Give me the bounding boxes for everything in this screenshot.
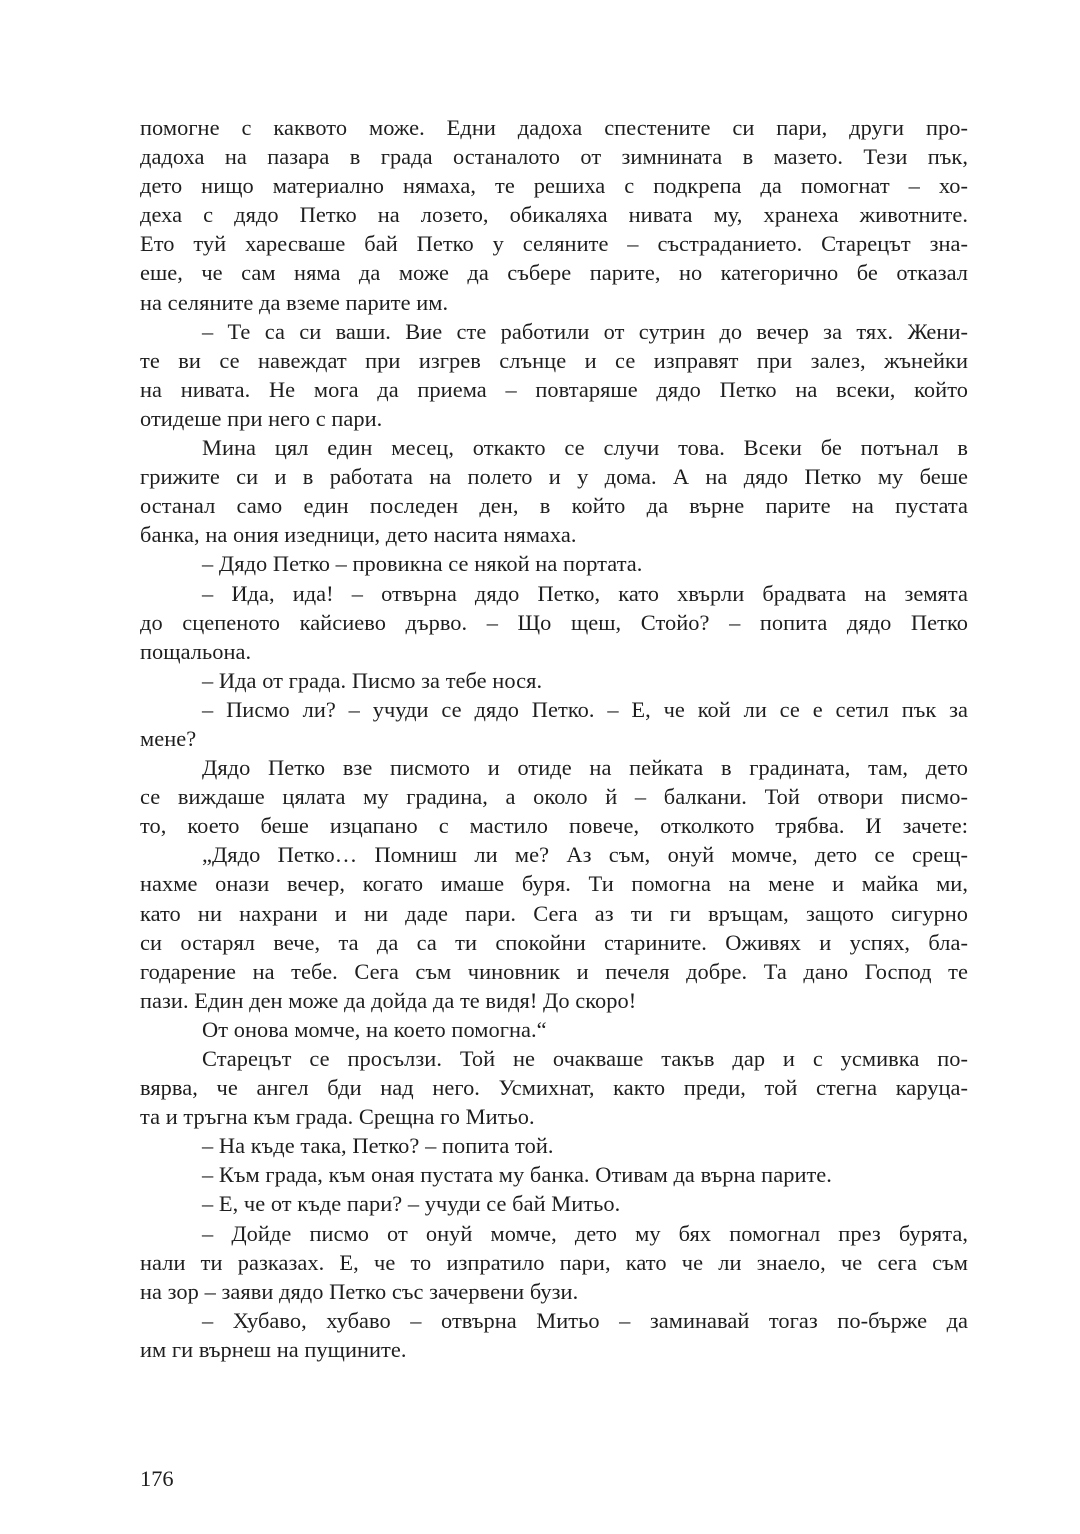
text-line: – Писмо ли? – учуди се дядо Петко. – Е, че кой ли се е сетил пък за (202, 696, 968, 722)
text-line: отидеше при него с пари. (140, 405, 383, 431)
text-line: нахме онази вечер, когато имаше буря. Ти помогна на мене и майка ми, (140, 871, 968, 897)
text-line: – Дядо Петко – провикна се някой на портата. (202, 551, 643, 577)
text-line: им ги върнеш на пущините. (140, 1336, 407, 1362)
text-line: вярва, че ангел бди над него. Усмихнат, както преди, той стегна каруца- (140, 1075, 968, 1101)
text-line: на зор – заяви дядо Петко със зачервени бузи. (140, 1278, 579, 1304)
text-line: те ви се навеждат при изгрев слънце и се изправят при залез, жънейки (140, 347, 968, 373)
text-line: Ето туй харесваше бай Петко у селяните – състраданието. Старецът зна- (140, 231, 968, 257)
text-line: – Е, че от къде пари? – учуди се бай Митьо. (202, 1191, 621, 1217)
text-line: деха с дядо Петко на лозето, обикаляха нивата му, хранеха животните. (140, 202, 968, 228)
text-line: – На къде така, Петко? – попита той. (202, 1133, 554, 1159)
text-line: Мина цял един месец, откакто се случи това. Всеки бе потънал в (202, 435, 968, 461)
text-line: нали ти разказах. Е, че то изпратило пари, като че ли знаело, че сега съм (140, 1249, 968, 1275)
text-line: пази. Един ден може да дойда да те видя! До скоро! (140, 987, 637, 1013)
text-line: – Ида, ида! – отвърна дядо Петко, като хвърли брадвата на земята (202, 580, 968, 606)
text-line: „Дядо Петко… Помниш ли ме? Аз съм, онуй момче, дето се срещ- (202, 842, 968, 868)
text-line: та и тръгна към града. Срещна го Митьо. (140, 1104, 535, 1130)
text-line: – Дойде писмо от онуй момче, дето му бях помогнал през бурята, (202, 1220, 968, 1246)
text-line: дадоха на пазара в града останалото от зимнината в мазето. Тези пък, (140, 144, 968, 170)
text-line: Дядо Петко взе писмото и отиде на пейката в градината, там, дето (202, 755, 968, 781)
text-line: – Хубаво, хубаво – отвърна Митьо – заминавай тогаз по-бърже да (202, 1307, 968, 1333)
text-line: помогне с каквото може. Едни дадоха спестените си пари, други про- (140, 115, 968, 140)
text-line: до сцепеното кайсиево дърво. – Що щеш, Стойо? – попита дядо Петко (140, 609, 968, 635)
page-number: 176 (140, 1466, 174, 1491)
text-line: на нивата. Не мога да приема – повтаряше дядо Петко на всеки, който (140, 376, 968, 402)
text-line: си остарял вече, та да са ти спокойни старините. Оживях и успях, бла- (140, 929, 968, 955)
text-line: еше, че сам няма да може да събере парите, но категорично бе отказал (140, 260, 968, 286)
text-line: годарение на тебе. Сега съм чиновник и печеля добре. Та дано Господ те (140, 958, 968, 984)
body-text (140, 113, 968, 1364)
text-line: грижите си и в работата на полето и у дома. А на дядо Петко му беше (140, 464, 968, 490)
text-line: дето нищо материално нямаха, те решиха с подкрепа да помогнат – хо- (140, 173, 968, 199)
text-line: – Към града, към оная пустата му банка. Отивам да върна парите. (202, 1162, 832, 1188)
text-line: пощальона. (140, 638, 252, 664)
text-line: на селяните да вземе парите им. (140, 289, 449, 315)
text-line: като ни нахрани и ни даде пари. Сега аз ти ги връщам, защото сигурно (140, 900, 968, 926)
text-line: останал само един последен ден, в който да върне парите на пустата (140, 493, 968, 519)
text-line: мене? (140, 725, 197, 751)
text-line: то, което беше изцапано с мастило повече, отколкото трябва. И зачете: (140, 813, 968, 839)
text-line: банка, на ония изедници, дето насита нямаха. (140, 522, 577, 548)
text-line: – Ида от града. Писмо за тебе нося. (202, 667, 543, 693)
text-line: От онова момче, на което помогна.“ (202, 1016, 547, 1042)
text-line: – Те са си ваши. Вие сте работили от сутрин до вечер за тях. Жени- (202, 318, 968, 344)
text-line: Старецът се просълзи. Той не очакваше такъв дар и с усмивка по- (202, 1046, 968, 1071)
text-line: се виждаше цялата му градина, а около й – балкани. Той отвори писмо- (140, 784, 968, 810)
